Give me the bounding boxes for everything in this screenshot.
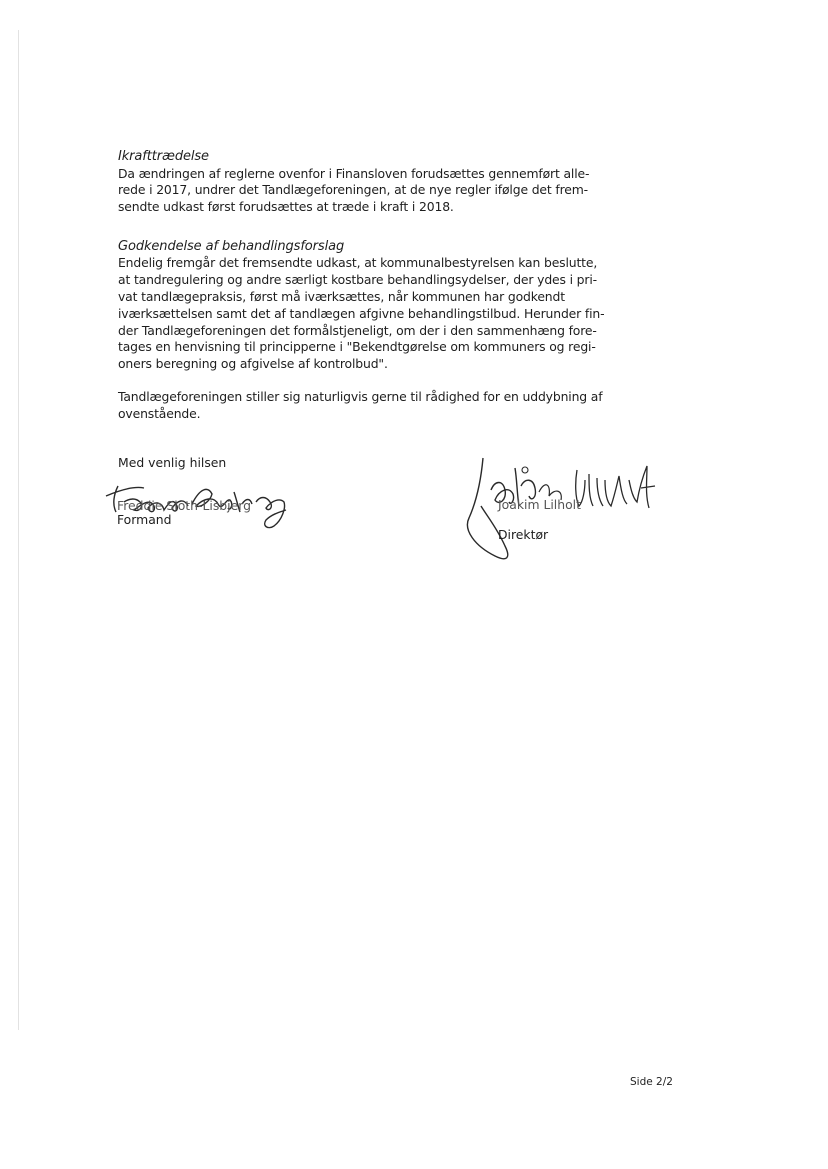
- text-line: Endelig fremgår det fremsendte udkast, at kommunalbestyrelsen kan beslutte,: [118, 255, 598, 271]
- page-number: Side 2/2: [630, 1076, 673, 1088]
- page-edge: [18, 30, 19, 1030]
- signatory-title: Formand: [117, 512, 172, 527]
- text-line: at tandregulering og andre særligt kostbare behandlingsydelser, der ydes i pri-: [118, 272, 597, 288]
- signature-block-chair: [100, 468, 300, 538]
- handwritten-signature: [455, 450, 675, 575]
- text-line: oners beregning og afgivelse af kontrolbud".: [118, 356, 388, 372]
- signatory-title: Direktør: [498, 527, 549, 542]
- text-line: Da ændringen af reglerne ovenfor i Finansloven forudsættes gennemført alle-: [118, 165, 590, 181]
- text-line: sendte udkast først forudsættes at træde i kraft i 2018.: [118, 199, 454, 215]
- text-line: iværksættelsen samt det af tandlægen afgivne behandlingstilbud. Herunder fin-: [118, 305, 605, 321]
- text-line: tages en henvisning til principperne i "Bekendtgørelse om kommuners og regi-: [118, 339, 596, 355]
- text-line: ovenstående.: [118, 405, 201, 421]
- text-line: vat tandlægepraksis, først må iværksættes, når kommunen har godkendt: [118, 288, 565, 304]
- signature-block-director: [455, 450, 675, 575]
- text-line: rede i 2017, undrer det Tandlægeforeningen, at de nye regler ifølge det frem-: [118, 182, 588, 198]
- letter-body: [118, 148, 608, 423]
- signatory-name: Joakim Lilholt: [498, 497, 581, 512]
- greeting: Med venlig hilsen: [118, 455, 227, 470]
- section-heading: Ikrafttrædelse: [118, 149, 209, 164]
- text-line: der Tandlægeforeningen det formålstjeneligt, om der i den sammenhæng fore-: [118, 322, 597, 338]
- text-line: Tandlægeforeningen stiller sig naturligvis gerne til rådighed for en uddybning af: [118, 388, 603, 404]
- signatory-name: Freddie Sloth-Lisbjerg: [117, 498, 251, 513]
- section-heading: Godkendelse af behandlingsforslag: [118, 238, 345, 254]
